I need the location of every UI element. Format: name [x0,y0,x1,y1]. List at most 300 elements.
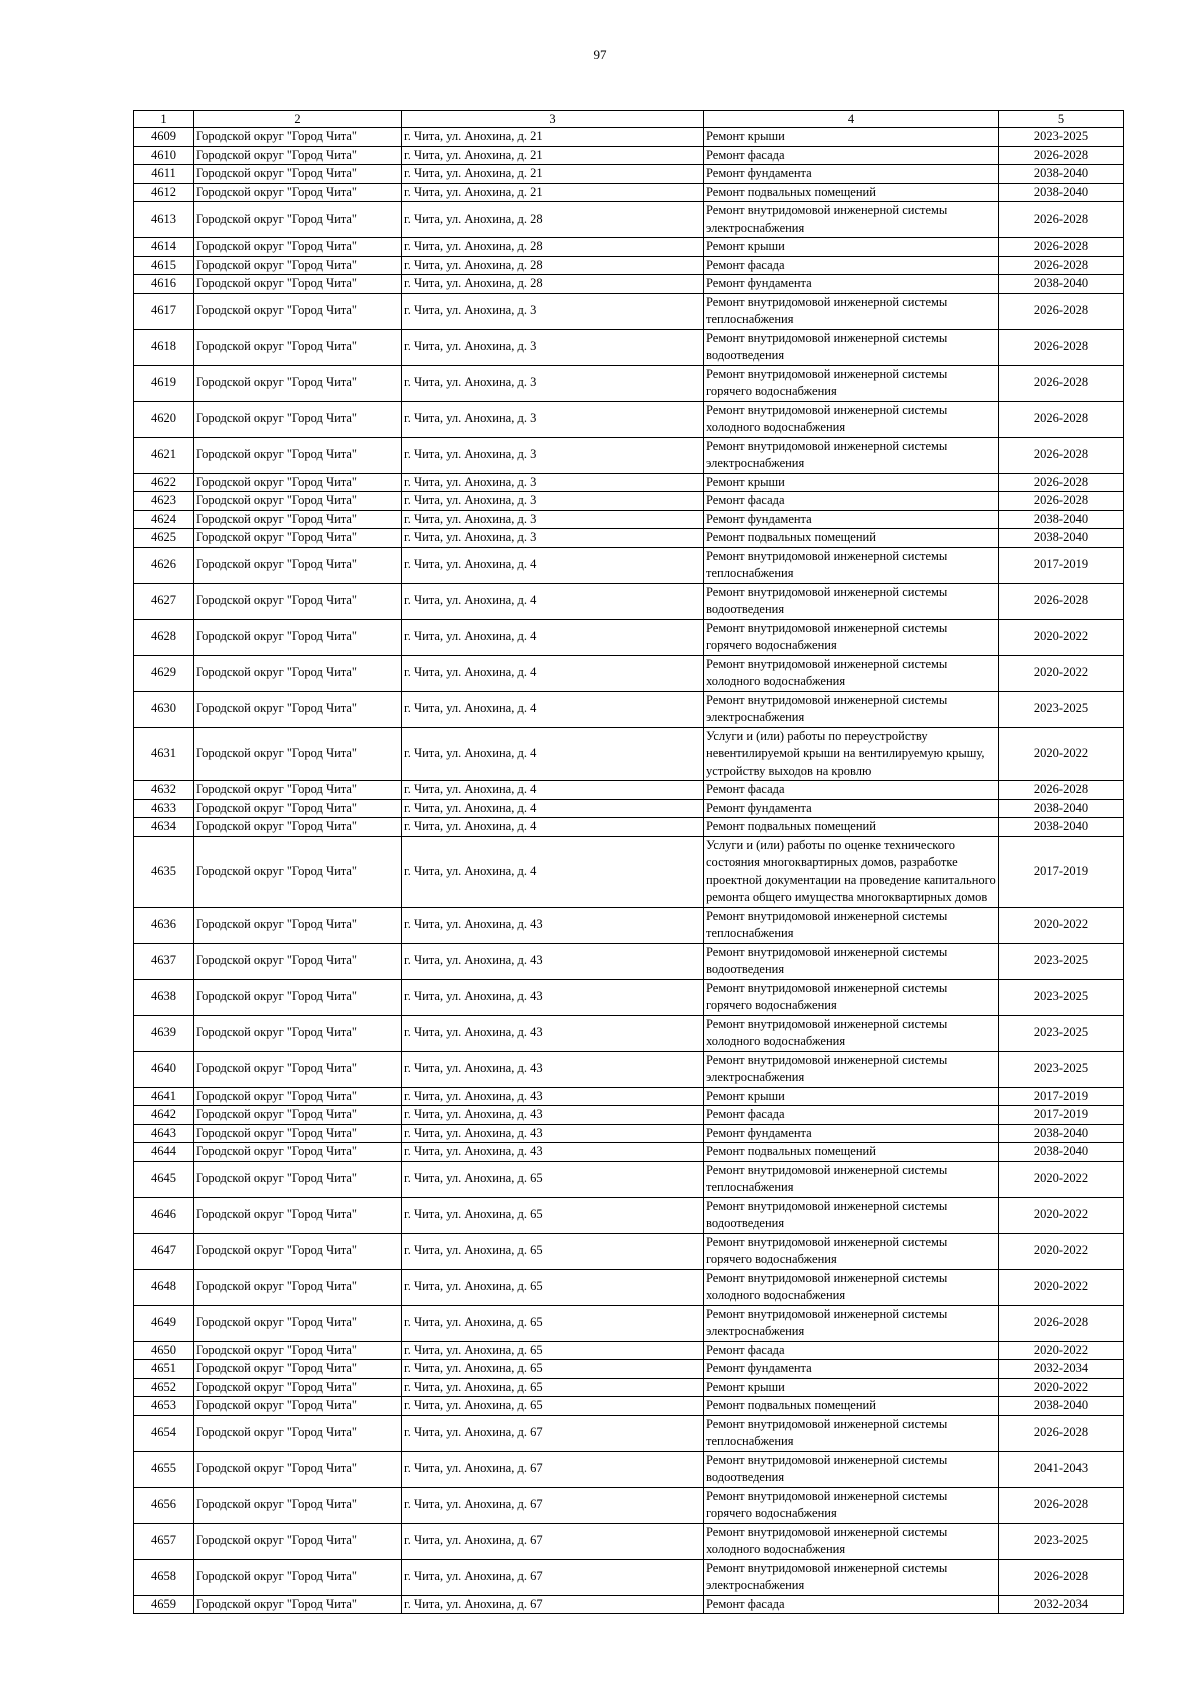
work-type-cell: Ремонт фундамента [704,510,999,529]
municipality-cell: Городской округ "Город Чита" [194,510,402,529]
table-row [134,727,1124,781]
municipality-cell: Городской округ "Город Чита" [194,1269,402,1305]
work-type-cell: Ремонт фасада [704,1106,999,1125]
municipality-cell: Городской округ "Город Чита" [194,1087,402,1106]
address-cell: г. Чита, ул. Анохина, д. 67 [402,1595,704,1614]
work-type-cell: Ремонт фасада [704,492,999,511]
period-cell: 2020-2022 [999,1341,1124,1360]
work-type-cell: Ремонт фасада [704,1595,999,1614]
table-row [134,1523,1124,1559]
address-cell: г. Чита, ул. Анохина, д. 3 [402,492,704,511]
period-cell: 2026-2028 [999,473,1124,492]
municipality-cell: Городской округ "Город Чита" [194,1106,402,1125]
period-cell: 2020-2022 [999,1233,1124,1269]
column-header: 4 [704,111,999,128]
row-number: 4613 [134,202,194,238]
row-number: 4624 [134,510,194,529]
municipality-cell: Городской округ "Город Чита" [194,256,402,275]
table-row [134,510,1124,529]
address-cell: г. Чита, ул. Анохина, д. 21 [402,146,704,165]
table-row [134,293,1124,329]
municipality-cell: Городской округ "Город Чита" [194,329,402,365]
table-row [134,1360,1124,1379]
work-type-cell: Ремонт фасада [704,781,999,800]
municipality-cell: Городской округ "Город Чита" [194,655,402,691]
table-row [134,529,1124,548]
work-type-cell: Ремонт крыши [704,1087,999,1106]
table-row [134,165,1124,184]
address-cell: г. Чита, ул. Анохина, д. 43 [402,943,704,979]
period-cell: 2038-2040 [999,799,1124,818]
work-type-cell: Ремонт внутридомовой инженерной системы электроснабжения [704,202,999,238]
municipality-cell: Городской округ "Город Чита" [194,473,402,492]
address-cell: г. Чита, ул. Анохина, д. 3 [402,510,704,529]
row-number: 4656 [134,1487,194,1523]
row-number: 4626 [134,547,194,583]
municipality-cell: Городской округ "Город Чита" [194,583,402,619]
table-row [134,1051,1124,1087]
municipality-cell: Городской округ "Город Чита" [194,365,402,401]
table-row [134,183,1124,202]
table-row [134,1015,1124,1051]
work-type-cell: Ремонт крыши [704,1378,999,1397]
work-type-cell: Ремонт внутридомовой инженерной системы горячего водоснабжения [704,365,999,401]
table-row [134,329,1124,365]
period-cell: 2017-2019 [999,1087,1124,1106]
row-number: 4628 [134,619,194,655]
address-cell: г. Чита, ул. Анохина, д. 3 [402,293,704,329]
table-row [134,979,1124,1015]
row-number: 4649 [134,1305,194,1341]
address-cell: г. Чита, ул. Анохина, д. 28 [402,275,704,294]
table-row [134,619,1124,655]
municipality-cell: Городской округ "Город Чита" [194,1051,402,1087]
row-number: 4638 [134,979,194,1015]
page-number: 97 [593,47,607,62]
period-cell: 2023-2025 [999,1523,1124,1559]
period-cell: 2032-2034 [999,1595,1124,1614]
period-cell: 2038-2040 [999,275,1124,294]
table-row [134,1487,1124,1523]
address-cell: г. Чита, ул. Анохина, д. 43 [402,979,704,1015]
period-cell: 2026-2028 [999,1559,1124,1595]
address-cell: г. Чита, ул. Анохина, д. 43 [402,1143,704,1162]
municipality-cell: Городской округ "Город Чита" [194,165,402,184]
work-type-cell: Ремонт внутридомовой инженерной системы холодного водоснабжения [704,1523,999,1559]
municipality-cell: Городской округ "Город Чита" [194,781,402,800]
period-cell: 2026-2028 [999,202,1124,238]
period-cell: 2020-2022 [999,655,1124,691]
row-number: 4627 [134,583,194,619]
table-row [134,836,1124,907]
row-number: 4650 [134,1341,194,1360]
table-row [134,1161,1124,1197]
row-number: 4655 [134,1451,194,1487]
row-number: 4623 [134,492,194,511]
row-number: 4639 [134,1015,194,1051]
municipality-cell: Городской округ "Город Чита" [194,293,402,329]
period-cell: 2026-2028 [999,781,1124,800]
period-cell: 2038-2040 [999,183,1124,202]
column-header: 5 [999,111,1124,128]
row-number: 4609 [134,128,194,147]
municipality-cell: Городской округ "Город Чита" [194,1197,402,1233]
work-type-cell: Ремонт внутридомовой инженерной системы холодного водоснабжения [704,655,999,691]
row-number: 4648 [134,1269,194,1305]
table-row [134,473,1124,492]
address-cell: г. Чита, ул. Анохина, д. 65 [402,1197,704,1233]
municipality-cell: Городской округ "Город Чита" [194,727,402,781]
work-type-cell: Ремонт фундамента [704,165,999,184]
table-row [134,146,1124,165]
address-cell: г. Чита, ул. Анохина, д. 4 [402,619,704,655]
period-cell: 2026-2028 [999,437,1124,473]
municipality-cell: Городской округ "Город Чита" [194,183,402,202]
work-type-cell: Ремонт внутридомовой инженерной системы холодного водоснабжения [704,401,999,437]
work-type-cell: Услуги и (или) работы по переустройству невентилируемой крыши на вентилируемую крышу, устройству выходов на кровлю [704,727,999,781]
work-type-cell: Ремонт внутридомовой инженерной системы электроснабжения [704,1051,999,1087]
address-cell: г. Чита, ул. Анохина, д. 43 [402,1015,704,1051]
municipality-cell: Городской округ "Город Чита" [194,202,402,238]
table-row [134,238,1124,257]
column-header: 1 [134,111,194,128]
municipality-cell: Городской округ "Город Чита" [194,1451,402,1487]
address-cell: г. Чита, ул. Анохина, д. 28 [402,256,704,275]
address-cell: г. Чита, ул. Анохина, д. 4 [402,547,704,583]
municipality-cell: Городской округ "Город Чита" [194,1161,402,1197]
period-cell: 2020-2022 [999,907,1124,943]
address-cell: г. Чита, ул. Анохина, д. 4 [402,818,704,837]
row-number: 4635 [134,836,194,907]
table-row [134,1595,1124,1614]
row-number: 4632 [134,781,194,800]
work-type-cell: Ремонт внутридомовой инженерной системы водоотведения [704,943,999,979]
table-row [134,1143,1124,1162]
municipality-cell: Городской округ "Город Чита" [194,1360,402,1379]
municipality-cell: Городской округ "Город Чита" [194,943,402,979]
period-cell: 2023-2025 [999,691,1124,727]
work-type-cell: Ремонт фасада [704,1341,999,1360]
municipality-cell: Городской округ "Город Чита" [194,1523,402,1559]
address-cell: г. Чита, ул. Анохина, д. 43 [402,1087,704,1106]
row-number: 4629 [134,655,194,691]
work-type-cell: Ремонт внутридомовой инженерной системы теплоснабжения [704,907,999,943]
period-cell: 2023-2025 [999,943,1124,979]
municipality-cell: Городской округ "Город Чита" [194,691,402,727]
work-type-cell: Ремонт внутридомовой инженерной системы горячего водоснабжения [704,619,999,655]
period-cell: 2026-2028 [999,492,1124,511]
work-type-cell: Ремонт внутридомовой инженерной системы теплоснабжения [704,1161,999,1197]
period-cell: 2026-2028 [999,238,1124,257]
row-number: 4621 [134,437,194,473]
table-row [134,275,1124,294]
row-number: 4644 [134,1143,194,1162]
table-row [134,583,1124,619]
row-number: 4646 [134,1197,194,1233]
address-cell: г. Чита, ул. Анохина, д. 65 [402,1341,704,1360]
address-cell: г. Чита, ул. Анохина, д. 4 [402,655,704,691]
address-cell: г. Чита, ул. Анохина, д. 4 [402,691,704,727]
period-cell: 2020-2022 [999,1269,1124,1305]
municipality-cell: Городской округ "Город Чита" [194,1015,402,1051]
municipality-cell: Городской округ "Город Чита" [194,275,402,294]
row-number: 4637 [134,943,194,979]
work-type-cell: Ремонт внутридомовой инженерной системы горячего водоснабжения [704,979,999,1015]
row-number: 4612 [134,183,194,202]
address-cell: г. Чита, ул. Анохина, д. 65 [402,1305,704,1341]
work-type-cell: Ремонт внутридомовой инженерной системы горячего водоснабжения [704,1233,999,1269]
row-number: 4630 [134,691,194,727]
address-cell: г. Чита, ул. Анохина, д. 43 [402,1106,704,1125]
work-type-cell: Ремонт внутридомовой инженерной системы теплоснабжения [704,547,999,583]
municipality-cell: Городской округ "Город Чита" [194,907,402,943]
address-cell: г. Чита, ул. Анохина, д. 28 [402,202,704,238]
work-type-cell: Ремонт внутридомовой инженерной системы электроснабжения [704,437,999,473]
municipality-cell: Городской округ "Город Чита" [194,529,402,548]
period-cell: 2023-2025 [999,1015,1124,1051]
address-cell: г. Чита, ул. Анохина, д. 28 [402,238,704,257]
work-type-cell: Ремонт подвальных помещений [704,818,999,837]
table-row [134,799,1124,818]
address-cell: г. Чита, ул. Анохина, д. 65 [402,1378,704,1397]
municipality-cell: Городской округ "Город Чита" [194,1305,402,1341]
table-row [134,1106,1124,1125]
work-type-cell: Ремонт подвальных помещений [704,529,999,548]
municipality-cell: Городской округ "Город Чита" [194,547,402,583]
municipality-cell: Городской округ "Город Чита" [194,1487,402,1523]
address-cell: г. Чита, ул. Анохина, д. 65 [402,1233,704,1269]
address-cell: г. Чита, ул. Анохина, д. 4 [402,836,704,907]
work-type-cell: Ремонт внутридомовой инженерной системы водоотведения [704,329,999,365]
address-cell: г. Чита, ул. Анохина, д. 67 [402,1559,704,1595]
table-row [134,1305,1124,1341]
row-number: 4659 [134,1595,194,1614]
municipality-cell: Городской округ "Город Чита" [194,1415,402,1451]
table-row [134,1451,1124,1487]
period-cell: 2026-2028 [999,256,1124,275]
address-cell: г. Чита, ул. Анохина, д. 3 [402,329,704,365]
address-cell: г. Чита, ул. Анохина, д. 65 [402,1397,704,1416]
table-row [134,1124,1124,1143]
table-row [134,907,1124,943]
address-cell: г. Чита, ул. Анохина, д. 3 [402,365,704,401]
row-number: 4640 [134,1051,194,1087]
table-row [134,1269,1124,1305]
period-cell: 2020-2022 [999,727,1124,781]
work-type-cell: Ремонт внутридомовой инженерной системы электроснабжения [704,1305,999,1341]
period-cell: 2038-2040 [999,1397,1124,1416]
municipality-cell: Городской округ "Город Чита" [194,1378,402,1397]
row-number: 4616 [134,275,194,294]
table-row [134,492,1124,511]
municipality-cell: Городской округ "Город Чита" [194,1341,402,1360]
row-number: 4657 [134,1523,194,1559]
capital-repair-table [133,110,1124,1614]
period-cell: 2023-2025 [999,128,1124,147]
municipality-cell: Городской округ "Город Чита" [194,1397,402,1416]
municipality-cell: Городской округ "Город Чита" [194,1559,402,1595]
work-type-cell: Ремонт подвальных помещений [704,1397,999,1416]
work-type-cell: Ремонт крыши [704,238,999,257]
period-cell: 2017-2019 [999,547,1124,583]
period-cell: 2020-2022 [999,619,1124,655]
table-row [134,202,1124,238]
row-number: 4614 [134,238,194,257]
work-type-cell: Ремонт внутридомовой инженерной системы водоотведения [704,583,999,619]
table-row [134,547,1124,583]
work-type-cell: Ремонт крыши [704,473,999,492]
table-row [134,365,1124,401]
municipality-cell: Городской округ "Город Чита" [194,818,402,837]
row-number: 4653 [134,1397,194,1416]
period-cell: 2026-2028 [999,401,1124,437]
work-type-cell: Ремонт внутридомовой инженерной системы водоотведения [704,1197,999,1233]
municipality-cell: Городской округ "Город Чита" [194,836,402,907]
table-row [134,943,1124,979]
row-number: 4633 [134,799,194,818]
municipality-cell: Городской округ "Город Чита" [194,619,402,655]
period-cell: 2038-2040 [999,1124,1124,1143]
work-type-cell: Ремонт фундамента [704,275,999,294]
municipality-cell: Городской округ "Город Чита" [194,1143,402,1162]
row-number: 4643 [134,1124,194,1143]
period-cell: 2020-2022 [999,1197,1124,1233]
row-number: 4611 [134,165,194,184]
table-body [134,128,1124,1614]
address-cell: г. Чита, ул. Анохина, д. 67 [402,1523,704,1559]
address-cell: г. Чита, ул. Анохина, д. 3 [402,437,704,473]
work-type-cell: Ремонт подвальных помещений [704,1143,999,1162]
address-cell: г. Чита, ул. Анохина, д. 43 [402,1051,704,1087]
address-cell: г. Чита, ул. Анохина, д. 67 [402,1487,704,1523]
table-row [134,818,1124,837]
table-row [134,256,1124,275]
municipality-cell: Городской округ "Город Чита" [194,799,402,818]
row-number: 4610 [134,146,194,165]
period-cell: 2017-2019 [999,1106,1124,1125]
row-number: 4641 [134,1087,194,1106]
work-type-cell: Ремонт внутридомовой инженерной системы горячего водоснабжения [704,1487,999,1523]
row-number: 4636 [134,907,194,943]
period-cell: 2032-2034 [999,1360,1124,1379]
work-type-cell: Ремонт фасада [704,146,999,165]
row-number: 4617 [134,293,194,329]
table-row [134,1087,1124,1106]
period-cell: 2026-2028 [999,1305,1124,1341]
period-cell: 2026-2028 [999,1487,1124,1523]
period-cell: 2026-2028 [999,329,1124,365]
period-cell: 2026-2028 [999,293,1124,329]
table-row [134,128,1124,147]
row-number: 4620 [134,401,194,437]
period-cell: 2026-2028 [999,1415,1124,1451]
address-cell: г. Чита, ул. Анохина, д. 65 [402,1269,704,1305]
municipality-cell: Городской округ "Город Чита" [194,437,402,473]
address-cell: г. Чита, ул. Анохина, д. 43 [402,907,704,943]
municipality-cell: Городской округ "Город Чита" [194,979,402,1015]
row-number: 4634 [134,818,194,837]
table-row [134,1378,1124,1397]
work-type-cell: Ремонт фундамента [704,799,999,818]
period-cell: 2026-2028 [999,146,1124,165]
address-cell: г. Чита, ул. Анохина, д. 21 [402,165,704,184]
row-number: 4625 [134,529,194,548]
address-cell: г. Чита, ул. Анохина, д. 21 [402,128,704,147]
period-cell: 2038-2040 [999,165,1124,184]
period-cell: 2026-2028 [999,583,1124,619]
period-cell: 2023-2025 [999,1051,1124,1087]
table-row [134,1341,1124,1360]
municipality-cell: Городской округ "Город Чита" [194,401,402,437]
column-header: 3 [402,111,704,128]
address-cell: г. Чита, ул. Анохина, д. 67 [402,1451,704,1487]
table-row [134,1233,1124,1269]
table-row [134,401,1124,437]
work-type-cell: Ремонт фундамента [704,1124,999,1143]
row-number: 4618 [134,329,194,365]
work-type-cell: Ремонт подвальных помещений [704,183,999,202]
address-cell: г. Чита, ул. Анохина, д. 4 [402,781,704,800]
period-cell: 2038-2040 [999,510,1124,529]
address-cell: г. Чита, ул. Анохина, д. 65 [402,1161,704,1197]
period-cell: 2023-2025 [999,979,1124,1015]
row-number: 4652 [134,1378,194,1397]
table-row [134,1415,1124,1451]
work-type-cell: Ремонт фасада [704,256,999,275]
municipality-cell: Городской округ "Город Чита" [194,1595,402,1614]
municipality-cell: Городской округ "Город Чита" [194,1233,402,1269]
work-type-cell: Ремонт внутридомовой инженерной системы холодного водоснабжения [704,1269,999,1305]
period-cell: 2026-2028 [999,365,1124,401]
address-cell: г. Чита, ул. Анохина, д. 3 [402,401,704,437]
work-type-cell: Ремонт внутридомовой инженерной системы водоотведения [704,1451,999,1487]
row-number: 4622 [134,473,194,492]
address-cell: г. Чита, ул. Анохина, д. 4 [402,727,704,781]
address-cell: г. Чита, ул. Анохина, д. 65 [402,1360,704,1379]
table-header-row [134,111,1124,128]
work-type-cell: Ремонт внутридомовой инженерной системы теплоснабжения [704,293,999,329]
municipality-cell: Городской округ "Город Чита" [194,492,402,511]
table-row [134,1197,1124,1233]
municipality-cell: Городской округ "Город Чита" [194,146,402,165]
row-number: 4615 [134,256,194,275]
work-type-cell: Ремонт внутридомовой инженерной системы теплоснабжения [704,1415,999,1451]
municipality-cell: Городской округ "Город Чита" [194,238,402,257]
address-cell: г. Чита, ул. Анохина, д. 67 [402,1415,704,1451]
work-type-cell: Ремонт фундамента [704,1360,999,1379]
period-cell: 2017-2019 [999,836,1124,907]
table-row [134,1559,1124,1595]
row-number: 4642 [134,1106,194,1125]
work-type-cell: Ремонт внутридомовой инженерной системы электроснабжения [704,691,999,727]
period-cell: 2020-2022 [999,1378,1124,1397]
address-cell: г. Чита, ул. Анохина, д. 4 [402,583,704,619]
row-number: 4658 [134,1559,194,1595]
period-cell: 2038-2040 [999,1143,1124,1162]
table-row [134,437,1124,473]
row-number: 4631 [134,727,194,781]
period-cell: 2020-2022 [999,1161,1124,1197]
table-row [134,691,1124,727]
table-row [134,781,1124,800]
address-cell: г. Чита, ул. Анохина, д. 21 [402,183,704,202]
period-cell: 2041-2043 [999,1451,1124,1487]
work-type-cell: Ремонт внутридомовой инженерной системы электроснабжения [704,1559,999,1595]
address-cell: г. Чита, ул. Анохина, д. 4 [402,799,704,818]
row-number: 4619 [134,365,194,401]
table-row [134,1397,1124,1416]
table-row [134,655,1124,691]
